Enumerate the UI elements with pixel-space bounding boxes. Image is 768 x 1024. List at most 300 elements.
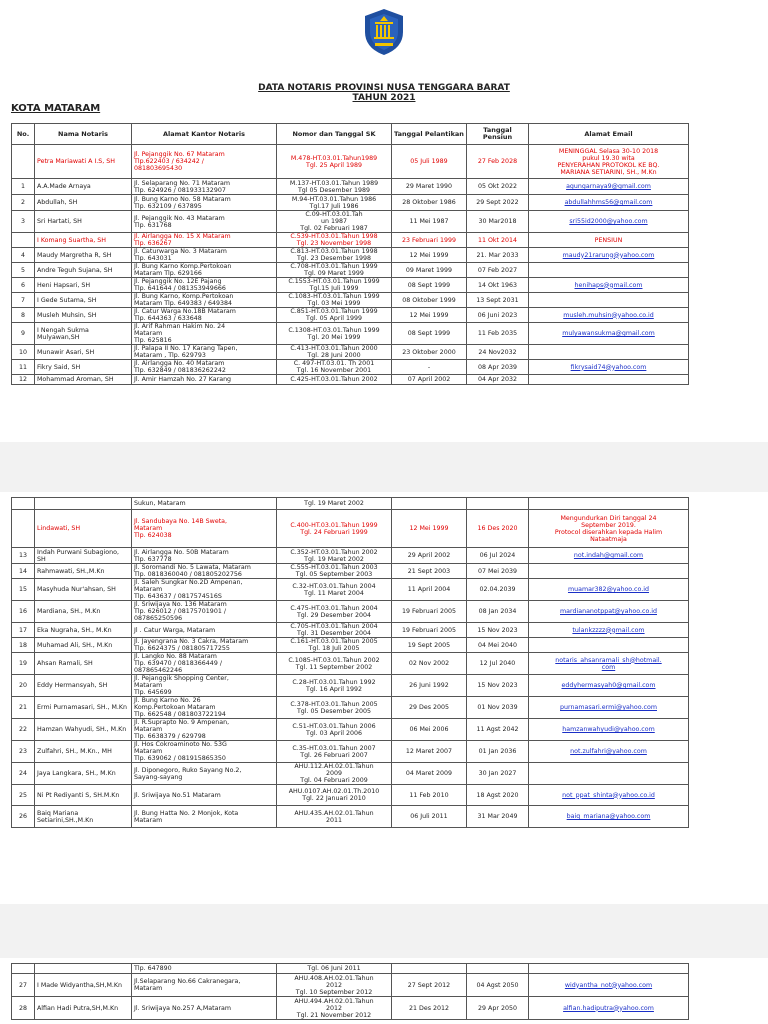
cell-nama: A.A.Made Arnaya bbox=[35, 179, 132, 195]
cell-email bbox=[529, 638, 689, 653]
cell-alamat: Jl. Pejanggik No. 12E Pajang Tlp. 641644 / 081353949666 bbox=[132, 278, 277, 293]
table-row bbox=[12, 548, 689, 564]
cell-nama: Indah Purwani Subagiono, SH bbox=[35, 548, 132, 564]
cell-alamat: Jl. R.Suprapto No. 9 Ampenan, Mataram Tlp. 6638379 / 629798 bbox=[132, 719, 277, 741]
cell-alamat: Jl. Caturwarga No. 3 Mataram Tlp. 643031 bbox=[132, 248, 277, 263]
cell-alamat: Jl. Jayengrana No. 3 Cakra, Mataram Tlp. 6624375 / 081805717255 bbox=[132, 638, 277, 653]
table-row bbox=[12, 345, 689, 360]
cell-pensiun: 27 Feb 2028 bbox=[467, 145, 529, 179]
email-link[interactable]: alfian.hadiputra@yahoo.com bbox=[563, 1004, 654, 1012]
cell-pelantikan bbox=[392, 964, 467, 974]
table-row bbox=[12, 278, 689, 293]
cell-no bbox=[12, 145, 35, 179]
cell-email bbox=[529, 179, 689, 195]
cell-pensiun: 31 Mar 2049 bbox=[467, 806, 529, 828]
cell-email bbox=[529, 974, 689, 997]
table-row bbox=[12, 195, 689, 211]
cell-pelantikan: 11 Mei 1987 bbox=[392, 211, 467, 233]
cell-no: 22 bbox=[12, 719, 35, 741]
cell-nama: Lindawati, SH bbox=[35, 510, 132, 548]
email-link[interactable]: baiq_mariana@yahoo.com bbox=[566, 813, 651, 820]
page-gap bbox=[0, 442, 768, 492]
cell-pensiun: 07 Feb 2027 bbox=[467, 263, 529, 278]
cell-alamat: Jl. Langko No. 88 Mataram Tlp. 639470 / 0818366449 / 087865462246 bbox=[132, 653, 277, 675]
cell-pensiun: 07 Mei 2039 bbox=[467, 564, 529, 579]
cell-no: 11 bbox=[12, 360, 35, 375]
cell-pensiun: 24 Nov2032 bbox=[467, 345, 529, 360]
cell-pensiun: 06 Juni 2023 bbox=[467, 308, 529, 323]
email-link[interactable]: agungarnaya9@gmail.com bbox=[566, 183, 651, 190]
cell-email bbox=[529, 653, 689, 675]
email-link[interactable]: mulyawansukma@gmail.com bbox=[562, 330, 655, 337]
cell-email bbox=[529, 345, 689, 360]
table-row bbox=[12, 211, 689, 233]
cell-email bbox=[529, 195, 689, 211]
header-pelantikan: Tanggal Pelantikan bbox=[392, 124, 467, 145]
table-row bbox=[12, 653, 689, 675]
cell-email bbox=[529, 548, 689, 564]
cell-nama: Muhamad Ali, SH., M.Kn bbox=[35, 638, 132, 653]
table-row bbox=[12, 741, 689, 763]
cell-pensiun: 05 Okt 2022 bbox=[467, 179, 529, 195]
cell-pelantikan: 29 Maret 1990 bbox=[392, 179, 467, 195]
cell-alamat: Jl. Saleh Sungkar No.2D Ampenan, Mataram Tlp. 643637 / 0817574516S bbox=[132, 579, 277, 601]
cell-nama: Maudy Margretha R, SH bbox=[35, 248, 132, 263]
table-row bbox=[12, 697, 689, 719]
cell-sk: C.35-HT.03.01.Tahun 2007 Tgl. 26 Februari 2007 bbox=[277, 741, 392, 763]
email-link[interactable]: abdullahhms56@gmail.com bbox=[564, 199, 653, 206]
cell-email bbox=[529, 675, 689, 697]
cell-no: 25 bbox=[12, 785, 35, 806]
cell-no: 5 bbox=[12, 263, 35, 278]
cell-pelantikan: - bbox=[392, 360, 467, 375]
cell-nama: Sri Hartati, SH bbox=[35, 211, 132, 233]
cell-email bbox=[529, 806, 689, 828]
table-row bbox=[12, 293, 689, 308]
table-row bbox=[12, 997, 689, 1020]
cell-email bbox=[529, 375, 689, 385]
cell-alamat: Jl. Airlangga No. 50B Mataram Tlp. 637778 bbox=[132, 548, 277, 564]
cell-pelantikan: 29 Des 2005 bbox=[392, 697, 467, 719]
cell-sk: C.539-HT.03.01.Tahun 1998 Tgl. 23 November 1998 bbox=[277, 233, 392, 248]
cell-nama: I Komang Suartha, SH bbox=[35, 233, 132, 248]
cell-pensiun: 30 Mar2018 bbox=[467, 211, 529, 233]
cell-pelantikan bbox=[392, 498, 467, 510]
cell-no: 3 bbox=[12, 211, 35, 233]
cell-pelantikan: 23 Februari 1999 bbox=[392, 233, 467, 248]
cell-sk: C.161-HT.03.01.Tahun 2005 Tgl. 18 Juli 2005 bbox=[277, 638, 392, 653]
cell-alamat: Jl . Catur Warga, Mataram bbox=[132, 623, 277, 638]
cell-sk: C.1083-HT.03.01.Tahun 1999 Tgl. 03 Mei 1999 bbox=[277, 293, 392, 308]
cell-pensiun bbox=[467, 964, 529, 974]
cell-email bbox=[529, 308, 689, 323]
table-row bbox=[12, 308, 689, 323]
cell-no: 4 bbox=[12, 248, 35, 263]
cell-pensiun: 04 Agst 2050 bbox=[467, 974, 529, 997]
cell-pelantikan: 28 Oktober 1986 bbox=[392, 195, 467, 211]
cell-sk: Tgl. 06 Juni 2011 bbox=[277, 964, 392, 974]
cell-pelantikan: 08 Oktober 1999 bbox=[392, 293, 467, 308]
table-row bbox=[12, 323, 689, 345]
cell-sk: M.94-HT.03.01.Tahun 1986 Tgl.17 Juli 1986 bbox=[277, 195, 392, 211]
cell-email: MENINGGAL Selasa 30-10 2018 pukul 19.30 wita PENYERAHAN PROTOKOL KE BQ. MARIANA SETIARINI, SH., M.Kn bbox=[529, 145, 689, 179]
cell-no bbox=[12, 510, 35, 548]
cell-pelantikan: 21 Des 2012 bbox=[392, 997, 467, 1020]
cell-alamat: Jl. Sriwijaya No.51 Mataram bbox=[132, 785, 277, 806]
email-link[interactable]: eddyhermasyah0@gmail.com bbox=[561, 682, 656, 689]
email-link[interactable]: henihaps@gmail.com bbox=[574, 281, 643, 289]
cell-alamat: Jl. Bung Hatta No. 2 Monjok, Kota Mataram bbox=[132, 806, 277, 828]
cell-email bbox=[529, 741, 689, 763]
cell-pensiun: 14 Okt 1963 bbox=[467, 278, 529, 293]
cell-pelantikan: 11 April 2004 bbox=[392, 579, 467, 601]
cell-pelantikan: 21 Sept 2003 bbox=[392, 564, 467, 579]
cell-sk: AHU.408.AH.02.01.Tahun 2012 Tgl. 10 September 2012 bbox=[277, 974, 392, 997]
table-row bbox=[12, 579, 689, 601]
table-row bbox=[12, 763, 689, 785]
cell-email bbox=[529, 763, 689, 785]
cell-sk: C.09-HT.03.01.Tah un 1987 Tgl. 02 Februari 1987 bbox=[277, 211, 392, 233]
cell-pensiun: 30 Jan 2027 bbox=[467, 763, 529, 785]
cell-sk: AHU.0107.AH.02.01.Th.2010 Tgl. 22 Januari 2010 bbox=[277, 785, 392, 806]
cell-alamat: Jl. Sandubaya No. 14B Sweta, Mataram Tlp. 624038 bbox=[132, 510, 277, 548]
notary-table-page-1 bbox=[11, 123, 689, 385]
table-row bbox=[12, 623, 689, 638]
email-link[interactable]: not_ppat_shinta@yahoo.co.id bbox=[562, 791, 655, 799]
cell-pensiun: 18 Agst 2020 bbox=[467, 785, 529, 806]
cell-sk: AHU.494.AH.02.01.Tahun 2012 Tgl. 21 November 2012 bbox=[277, 997, 392, 1020]
cell-pensiun: 15 Nov 2023 bbox=[467, 623, 529, 638]
email-link[interactable]: musleh.muhsin@yahoo.co.id bbox=[563, 311, 654, 319]
cell-no: 17 bbox=[12, 623, 35, 638]
cell-no: 21 bbox=[12, 697, 35, 719]
email-link[interactable]: muamar382@yahoo.co.id bbox=[567, 586, 649, 593]
cell-email bbox=[529, 964, 689, 974]
cell-alamat: Jl. Pejanggik No. 43 Mataram Tlp. 631768 bbox=[132, 211, 277, 233]
cell-pensiun: 29 Apr 2050 bbox=[467, 997, 529, 1020]
document-year: TAHUN 2021 bbox=[352, 93, 416, 103]
cell-sk: M.478-HT.03.01.Tahun1989 Tgl. 25 April 1989 bbox=[277, 145, 392, 179]
cell-sk: C.352-HT.03.01.Tahun 2002 Tgl. 19 Maret 2002 bbox=[277, 548, 392, 564]
cell-email bbox=[529, 498, 689, 510]
cell-pensiun: 02.04.2039 bbox=[467, 579, 529, 601]
cell-nama: Musleh Muhsin, SH bbox=[35, 308, 132, 323]
cell-no: 10 bbox=[12, 345, 35, 360]
cell-pelantikan: 12 Maret 2007 bbox=[392, 741, 467, 763]
cell-nama: Rahmawati, SH.,M.Kn bbox=[35, 564, 132, 579]
cell-pelantikan: 29 April 2002 bbox=[392, 548, 467, 564]
header-pensiun: Tanggal Pensiun bbox=[467, 124, 529, 145]
cell-sk: C. 497-HT.03.01. Th 2001 Tgl. 16 November 2001 bbox=[277, 360, 392, 375]
cell-pensiun: 16 Des 2020 bbox=[467, 510, 529, 548]
cell-sk: C.413-HT.03.01.Tahun 2000 Tgl. 28 Juni 2000 bbox=[277, 345, 392, 360]
cell-no: 18 bbox=[12, 638, 35, 653]
cell-sk: C.708-HT.03.01.Tahun 1999 Tgl. 09 Maret 1999 bbox=[277, 263, 392, 278]
cell-alamat: Jl. Bung Karno No. 58 Mataram Tlp. 632109 / 637895 bbox=[132, 195, 277, 211]
cell-nama: Ermi Purnamasari, SH., M.Kn bbox=[35, 697, 132, 719]
cell-sk: C.1553-HT.03.01.Tahun 1999 Tgl.15 Juli 1999 bbox=[277, 278, 392, 293]
cell-pensiun: 08 Apr 2039 bbox=[467, 360, 529, 375]
cell-alamat: Jl. Pejanggik No. 67 Mataram Tlp.622403 / 634242 / 081803695430 bbox=[132, 145, 277, 179]
cell-alamat: Jl.Selaparang No.66 Cakranegara, Mataram bbox=[132, 974, 277, 997]
cell-no: 8 bbox=[12, 308, 35, 323]
cell-alamat: Jl. Bung Karno Komp.Pertokoan Mataram Tlp. 629166 bbox=[132, 263, 277, 278]
cell-no: 19 bbox=[12, 653, 35, 675]
cell-email bbox=[529, 323, 689, 345]
cell-nama: Munawir Asari, SH bbox=[35, 345, 132, 360]
cell-alamat: Jl. Arif Rahman Hakim No. 24 Mataram Tlp. 625816 bbox=[132, 323, 277, 345]
cell-no: 2 bbox=[12, 195, 35, 211]
cell-nama: I Gede Sutama, SH bbox=[35, 293, 132, 308]
cell-no: 13 bbox=[12, 548, 35, 564]
cell-nama: Petra Mariawati A I.S, SH bbox=[35, 145, 132, 179]
cell-alamat: Jl. Bung Karno, Komp.Pertokoan Mataram Tlp. 649383 / 649384 bbox=[132, 293, 277, 308]
email-link[interactable]: not.zulfahri@yahoo.com bbox=[570, 748, 647, 755]
cell-email bbox=[529, 248, 689, 263]
cell-no: 7 bbox=[12, 293, 35, 308]
cell-email bbox=[529, 360, 689, 375]
page-gap bbox=[0, 904, 768, 958]
cell-alamat: Jl. Selaparang No. 71 Mataram Tlp. 624926 / 081933132907 bbox=[132, 179, 277, 195]
cell-alamat: Jl. Amir Hamzah No. 27 Karang bbox=[132, 375, 277, 385]
cell-nama: Eka Nugraha, SH., M.Kn bbox=[35, 623, 132, 638]
cell-sk: C.705-HT.03.01.Tahun 2004 Tgl. 31 Desember 2004 bbox=[277, 623, 392, 638]
cell-nama: I Nengah Sukma Mulyawan,SH bbox=[35, 323, 132, 345]
table-row bbox=[12, 785, 689, 806]
cell-no: 9 bbox=[12, 323, 35, 345]
cell-pensiun: 21. Mar 2033 bbox=[467, 248, 529, 263]
cell-alamat: Jl. Sriwijaya No.257 A,Mataram bbox=[132, 997, 277, 1020]
cell-no: 16 bbox=[12, 601, 35, 623]
cell-pensiun bbox=[467, 498, 529, 510]
cell-no: 23 bbox=[12, 741, 35, 763]
cell-nama: Eddy Hermansyah, SH bbox=[35, 675, 132, 697]
cell-alamat: Jl. Catur Warga No.18B Mataram Tlp. 644363 / 633648 bbox=[132, 308, 277, 323]
cell-no: 6 bbox=[12, 278, 35, 293]
table-row bbox=[12, 375, 689, 385]
header-email: Alamat Email bbox=[529, 124, 689, 145]
cell-email bbox=[529, 997, 689, 1020]
table-row bbox=[12, 263, 689, 278]
cell-email bbox=[529, 564, 689, 579]
email-link[interactable]: fikrysaid74@yahoo.com bbox=[570, 363, 647, 371]
cell-pensiun: 12 Jul 2040 bbox=[467, 653, 529, 675]
cell-email bbox=[529, 211, 689, 233]
email-link[interactable]: widyantha_not@yahoo.com bbox=[564, 981, 653, 989]
cell-nama: Andre Teguh Sujana, SH bbox=[35, 263, 132, 278]
cell-pensiun: 11 Okt 2014 bbox=[467, 233, 529, 248]
cell-email: Mengundurkan Diri tanggal 24 September 2019. Protocol diserahkan kepada Halim Nataatmaja bbox=[529, 510, 689, 548]
cell-no: 12 bbox=[12, 375, 35, 385]
cell-no bbox=[12, 964, 35, 974]
cell-pensiun: 04 Mei 2040 bbox=[467, 638, 529, 653]
cell-sk: C.851-HT.03.01.Tahun 1999 Tgl. 05 April 1999 bbox=[277, 308, 392, 323]
cell-email bbox=[529, 293, 689, 308]
cell-nama bbox=[35, 964, 132, 974]
email-link[interactable]: maudy21rarung@yahoo.com bbox=[562, 251, 655, 259]
cell-pelantikan: 06 Mei 2006 bbox=[392, 719, 467, 741]
table-row bbox=[12, 510, 689, 548]
cell-alamat: Jl. Diponegoro, Ruko Sayang No.2, Sayang-sayang bbox=[132, 763, 277, 785]
cell-pelantikan: 19 Februari 2005 bbox=[392, 623, 467, 638]
cell-pensiun: 01 Jan 2036 bbox=[467, 741, 529, 763]
cell-nama: Baiq Mariana Setiarini,SH.,M.Kn bbox=[35, 806, 132, 828]
cell-pensiun: 01 Nov 2039 bbox=[467, 697, 529, 719]
cell-pelantikan: 23 Oktober 2000 bbox=[392, 345, 467, 360]
table-row bbox=[12, 564, 689, 579]
cell-nama: Mardiana, SH., M.Kn bbox=[35, 601, 132, 623]
header-nama: Nama Notaris bbox=[35, 124, 132, 145]
table-row bbox=[12, 179, 689, 195]
cell-sk: C.425-HT.03.01.Tahun 2002 bbox=[277, 375, 392, 385]
notary-table-page-3 bbox=[11, 963, 689, 1020]
cell-no: 1 bbox=[12, 179, 35, 195]
cell-pensiun: 15 Nov 2023 bbox=[467, 675, 529, 697]
ministry-emblem-logo bbox=[363, 8, 405, 56]
cell-pensiun: 06 Jul 2024 bbox=[467, 548, 529, 564]
cell-sk: C.51-HT.03.01.Tahun 2006 Tgl. 03 April 2006 bbox=[277, 719, 392, 741]
cell-nama: Mohammad Aroman, SH bbox=[35, 375, 132, 385]
cell-pelantikan: 04 Maret 2009 bbox=[392, 763, 467, 785]
cell-nama: Ahsan Ramali, SH bbox=[35, 653, 132, 675]
email-link[interactable]: hamzanwahyudi@yahoo.com bbox=[562, 726, 655, 733]
cell-pelantikan: 07 April 2002 bbox=[392, 375, 467, 385]
notary-table-page-2 bbox=[11, 497, 689, 828]
cell-pensiun: 08 Jan 2034 bbox=[467, 601, 529, 623]
cell-pelantikan: 02 Nov 2002 bbox=[392, 653, 467, 675]
cell-sk: C.813-HT.03.01.Tahun 1998 Tgl. 23 Desember 1998 bbox=[277, 248, 392, 263]
email-link[interactable]: mardiananotppat@yahoo.co.id bbox=[560, 608, 657, 615]
email-link[interactable]: notaris_ahsanramali_sh@hotmail. com bbox=[555, 656, 662, 671]
cell-sk: C.1085-HT.03.01.Tahun 2002 Tgl. 11 September 2002 bbox=[277, 653, 392, 675]
cell-pensiun: 29 Sept 2022 bbox=[467, 195, 529, 211]
cell-alamat: Tlp. 647890 bbox=[132, 964, 277, 974]
section-heading: KOTA MATARAM bbox=[11, 103, 101, 114]
header-sk: Nomor dan Tanggal SK bbox=[277, 124, 392, 145]
cell-email bbox=[529, 601, 689, 623]
cell-nama bbox=[35, 498, 132, 510]
cell-sk: C.555-HT.03.01.Tahun 2003 Tgl. 05 September 2003 bbox=[277, 564, 392, 579]
table-row bbox=[12, 638, 689, 653]
email-link[interactable]: sri55id2000@yahoo.com bbox=[569, 218, 648, 225]
cell-sk: C.475-HT.03.01.Tahun 2004 Tgl. 29 Desember 2004 bbox=[277, 601, 392, 623]
header-alamat: Alamat Kantor Notaris bbox=[132, 124, 277, 145]
email-link[interactable]: purnamasari.ermi@yahoo.com bbox=[560, 704, 657, 711]
cell-email bbox=[529, 785, 689, 806]
table-row bbox=[12, 974, 689, 997]
cell-email bbox=[529, 263, 689, 278]
cell-no: 20 bbox=[12, 675, 35, 697]
cell-nama: Zulfahri, SH., M.Kn., MH bbox=[35, 741, 132, 763]
cell-sk: C.32-HT.03.01.Tahun 2004 Tgl. 11 Maret 2004 bbox=[277, 579, 392, 601]
cell-pensiun: 11 Agst 2042 bbox=[467, 719, 529, 741]
cell-sk: M.137-HT.03.01.Tahun 1989 Tgl 05 Desember 1989 bbox=[277, 179, 392, 195]
table-row bbox=[12, 233, 689, 248]
cell-alamat: Jl. Sriwijaya No. 136 Mataram Tlp. 626012 / 08175701901 / 087865250596 bbox=[132, 601, 277, 623]
cell-pensiun: 04 Apr 2032 bbox=[467, 375, 529, 385]
cell-no: 15 bbox=[12, 579, 35, 601]
cell-sk: C.400-HT.03.01.Tahun 1999 Tgl. 24 Februari 1999 bbox=[277, 510, 392, 548]
cell-alamat: Jl. Airlangga No. 15 X Mataram Tlp. 636267 bbox=[132, 233, 277, 248]
cell-sk: C.28-HT.03.01.Tahun 1992 Tgl. 16 April 1992 bbox=[277, 675, 392, 697]
cell-email bbox=[529, 278, 689, 293]
cell-pelantikan: 26 Juni 1992 bbox=[392, 675, 467, 697]
cell-alamat: Jl. Palapa II No. 17 Karang Tapen, Mataram , Tlp. 629793 bbox=[132, 345, 277, 360]
cell-alamat: Jl. Pejanggik Shopping Center, Mataram Tlp. 645699 bbox=[132, 675, 277, 697]
email-link[interactable]: tulankzzzz@gmail.com bbox=[572, 626, 645, 634]
cell-no: 14 bbox=[12, 564, 35, 579]
cell-pelantikan: 12 Mei 1999 bbox=[392, 510, 467, 548]
cell-sk: AHU.112.AH.02.01.Tahun 2009 Tgl. 04 Februari 2009 bbox=[277, 763, 392, 785]
cell-sk: C.378-HT.03.01.Tahun 2005 Tgl. 05 Desember 2005 bbox=[277, 697, 392, 719]
cell-email bbox=[529, 623, 689, 638]
cell-pelantikan: 19 Sept 2005 bbox=[392, 638, 467, 653]
cell-nama: Masyhuda Nur'ahsan, SH bbox=[35, 579, 132, 601]
cell-pelantikan: 19 Februari 2005 bbox=[392, 601, 467, 623]
cell-nama: Ni Pt Rediyanti S, SH.M.Kn bbox=[35, 785, 132, 806]
cell-pelantikan: 08 Sept 1999 bbox=[392, 278, 467, 293]
cell-nama: Abdullah, SH bbox=[35, 195, 132, 211]
document-title: DATA NOTARIS PROVINSI NUSA TENGGARA BARAT bbox=[258, 83, 510, 93]
cell-pelantikan: 27 Sept 2012 bbox=[392, 974, 467, 997]
cell-pelantikan: 08 Sept 1999 bbox=[392, 323, 467, 345]
cell-sk: AHU.435.AH.02.01.Tahun 2011 bbox=[277, 806, 392, 828]
cell-nama: Alfian Hadi Putra,SH,M.Kn bbox=[35, 997, 132, 1020]
cell-no: 24 bbox=[12, 763, 35, 785]
cell-pelantikan: 09 Maret 1999 bbox=[392, 263, 467, 278]
table-row bbox=[12, 601, 689, 623]
table-row bbox=[12, 498, 689, 510]
cell-alamat: Jl. Bung Karno No. 26 Komp.Pertokoan Mataram Tlp. 662548 / 081803722194 bbox=[132, 697, 277, 719]
table-row bbox=[12, 806, 689, 828]
cell-alamat: Jl. Soromandi No. 5 Lawata, Mataram Tlp. 0818360040 / 081805202756 bbox=[132, 564, 277, 579]
cell-no bbox=[12, 498, 35, 510]
cell-nama: Fikry Said, SH bbox=[35, 360, 132, 375]
cell-no bbox=[12, 233, 35, 248]
table-row bbox=[12, 145, 689, 179]
table-row bbox=[12, 719, 689, 741]
table-row bbox=[12, 675, 689, 697]
cell-pelantikan: 06 Juli 2011 bbox=[392, 806, 467, 828]
cell-no: 28 bbox=[12, 997, 35, 1020]
header-no: No. bbox=[12, 124, 35, 145]
cell-nama: Heni Hapsari, SH bbox=[35, 278, 132, 293]
cell-pelantikan: 12 Mei 1999 bbox=[392, 308, 467, 323]
cell-no: 26 bbox=[12, 806, 35, 828]
cell-pelantikan: 05 Juli 1989 bbox=[392, 145, 467, 179]
cell-email bbox=[529, 697, 689, 719]
cell-alamat: Sukun, Mataram bbox=[132, 498, 277, 510]
table-row bbox=[12, 964, 689, 974]
cell-sk: C.1308-HT.03.01.Tahun 1999 Tgl. 20 Mei 1999 bbox=[277, 323, 392, 345]
cell-nama: Jaya Langkara, SH., M.Kn bbox=[35, 763, 132, 785]
cell-email bbox=[529, 719, 689, 741]
table-row bbox=[12, 248, 689, 263]
email-link[interactable]: not.indah@gmail.com bbox=[573, 552, 644, 559]
table-row bbox=[12, 360, 689, 375]
cell-nama: I Made Widyantha,SH,M.Kn bbox=[35, 974, 132, 997]
cell-pensiun: 13 Sept 2031 bbox=[467, 293, 529, 308]
cell-email: PENSIUN bbox=[529, 233, 689, 248]
cell-alamat: Jl. Hos Cokroaminoto No. 53G Mataram Tlp. 639062 / 081915865350 bbox=[132, 741, 277, 763]
cell-email bbox=[529, 579, 689, 601]
cell-pelantikan: 11 Feb 2010 bbox=[392, 785, 467, 806]
cell-pensiun: 11 Feb 2035 bbox=[467, 323, 529, 345]
cell-pelantikan: 12 Mei 1999 bbox=[392, 248, 467, 263]
cell-nama: Hamzan Wahyudi, SH., M.Kn bbox=[35, 719, 132, 741]
cell-sk: Tgl. 19 Maret 2002 bbox=[277, 498, 392, 510]
cell-alamat: Jl. Airlangga No. 40 Mataram Tlp. 632849 / 081836262242 bbox=[132, 360, 277, 375]
